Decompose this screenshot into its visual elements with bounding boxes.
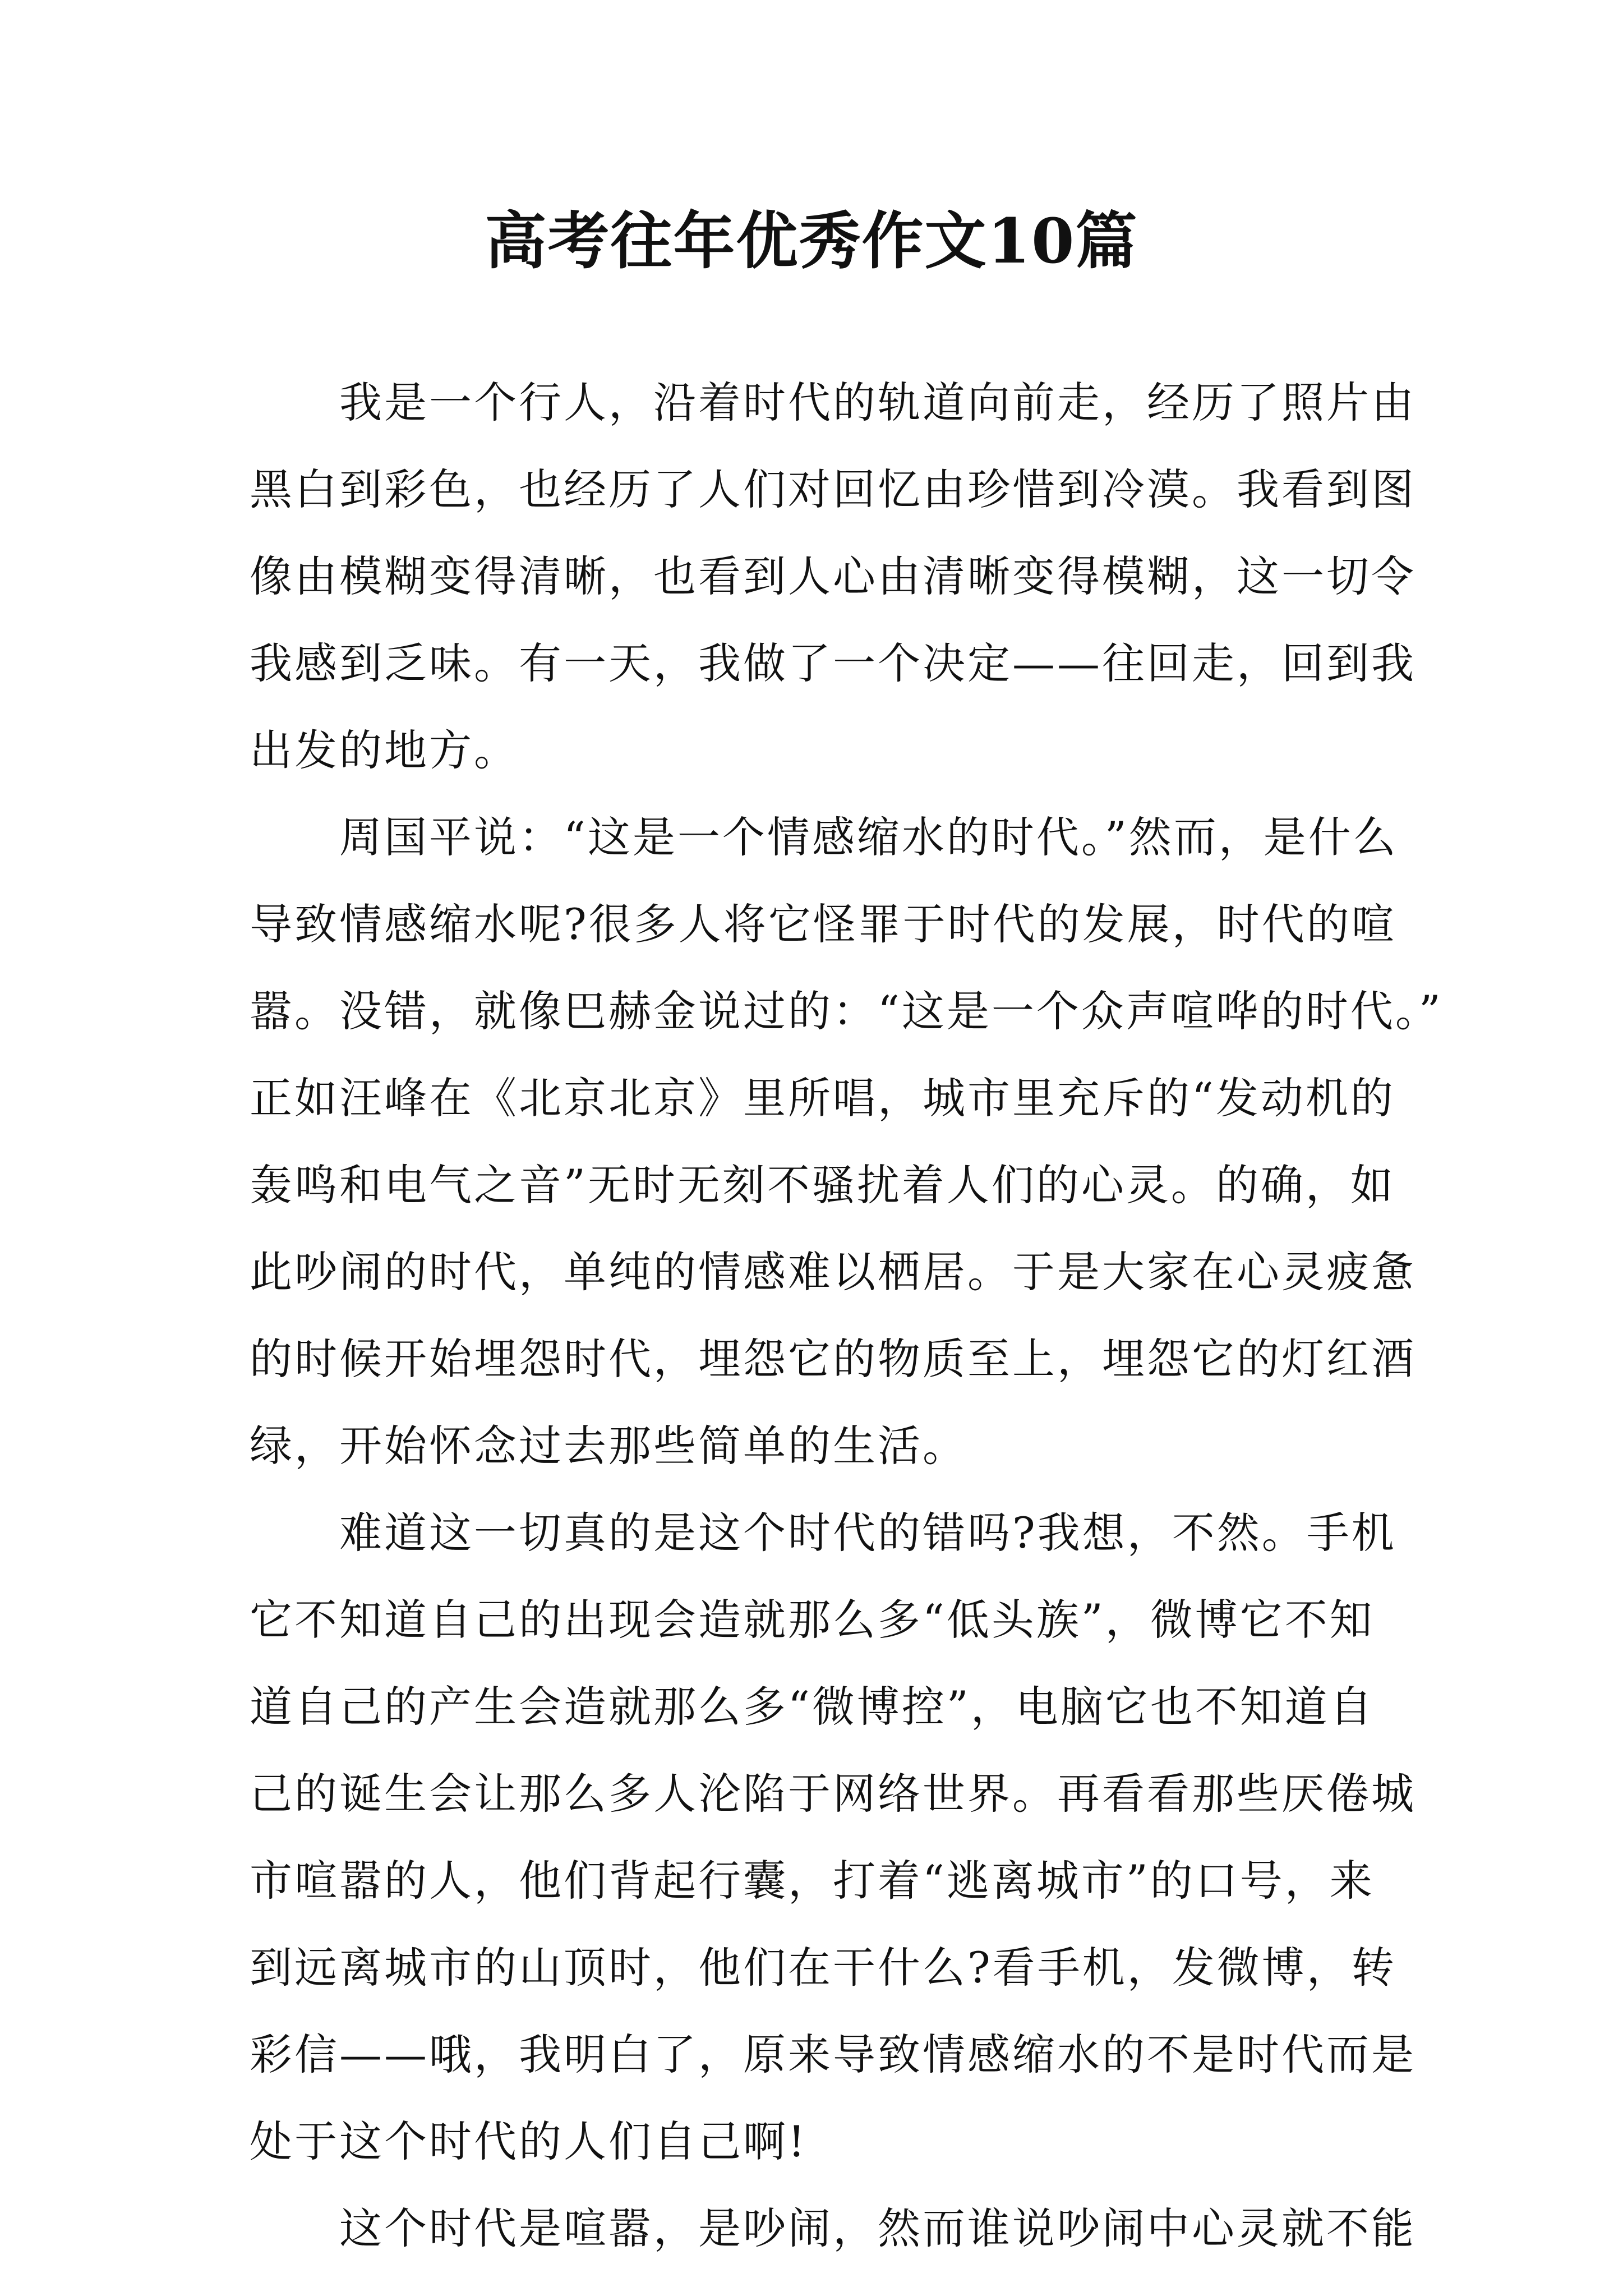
text-line: 我是一个行人，沿着时代的轨道向前走，经历了照片由 bbox=[339, 378, 1416, 427]
text-line: 周国平说：“这是一个情感缩水的时代。”然而，是什么 bbox=[339, 812, 1398, 862]
document-body bbox=[250, 359, 1443, 2272]
text-line: 己的诞生会让那么多人沦陷于网络世界。再看看那些厌倦城 bbox=[250, 1769, 1416, 1819]
text-line: 像由模糊变得清晰，也看到人心由清晰变得模糊，这一切令 bbox=[250, 551, 1416, 601]
text-line: 嚣。没错，就像巴赫金说过的：“这是一个众声喧哗的时代。” bbox=[250, 986, 1443, 1036]
text-line: 轰鸣和电气之音”无时无刻不骚扰着人们的心灵。的确，如 bbox=[250, 1160, 1395, 1210]
text-line: 的时候开始埋怨时代，埋怨它的物质至上，埋怨它的灯红酒 bbox=[250, 1334, 1416, 1384]
text-line: 市喧嚣的人，他们背起行囊，打着“逃离城市”的口号，来 bbox=[250, 1856, 1375, 1906]
paragraph bbox=[250, 359, 1416, 794]
paragraph bbox=[250, 2185, 1416, 2272]
text-line: 这个时代是喧嚣，是吵闹，然而谁说吵闹中心灵就不能 bbox=[339, 2203, 1416, 2253]
text-line: 到远离城市的山顶时，他们在干什么?看手机，发微博，转 bbox=[250, 1943, 1396, 1993]
text-line: 彩信——哦，我明白了，原来导致情感缩水的不是时代而是 bbox=[250, 2030, 1416, 2079]
paragraph bbox=[250, 1489, 1416, 2185]
text-line: 绿，开始怀念过去那些简单的生活。 bbox=[250, 1421, 967, 1471]
text-line: 正如汪峰在《北京北京》里所唱，城市里充斥的“发动机的 bbox=[250, 1073, 1395, 1123]
document-title: 高考往年优秀作文10篇 bbox=[485, 205, 1138, 277]
text-line: 它不知道自己的出现会造就那么多“低头族”，微博它不知 bbox=[250, 1595, 1375, 1645]
text-line: 此吵闹的时代，单纯的情感难以栖居。于是大家在心灵疲惫 bbox=[250, 1247, 1416, 1297]
text-line: 我感到乏味。有一天，我做了一个决定——往回走，回到我 bbox=[250, 638, 1416, 688]
text-line: 处于这个时代的人们自己啊! bbox=[250, 2116, 808, 2166]
text-line: 道自己的产生会造就那么多“微博控”，电脑它也不知道自 bbox=[250, 1682, 1375, 1732]
paragraph bbox=[250, 794, 1443, 1489]
text-line: 导致情感缩水呢?很多人将它怪罪于时代的发展，时代的喧 bbox=[250, 899, 1396, 949]
text-line: 难道这一切真的是这个时代的错吗?我想，不然。手机 bbox=[339, 1508, 1396, 1558]
text-line: 出发的地方。 bbox=[250, 725, 519, 775]
text-line: 黑白到彩色，也经历了人们对回忆由珍惜到冷漠。我看到图 bbox=[250, 464, 1416, 514]
